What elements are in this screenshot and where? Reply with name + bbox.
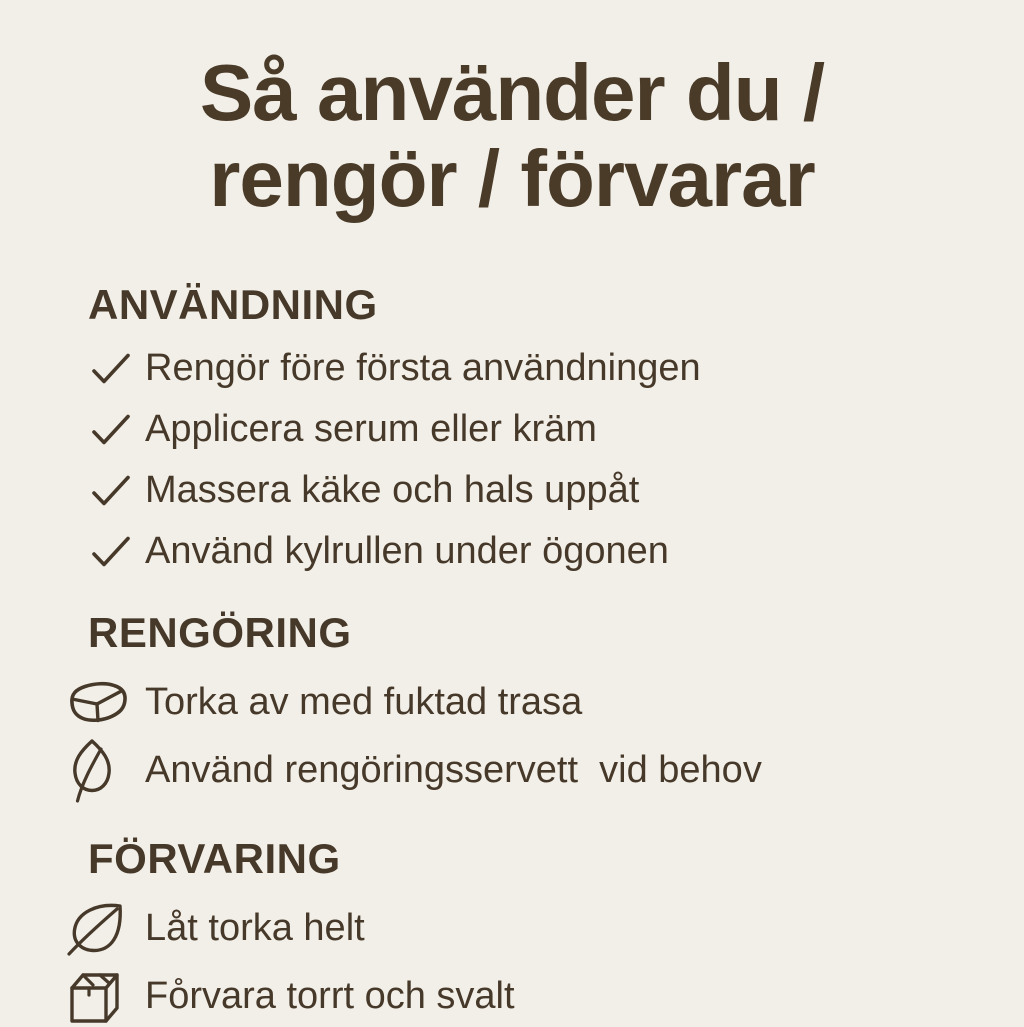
list-item-label: Fo̊rvara torrt och svalt <box>145 975 515 1018</box>
check-icon <box>65 413 145 447</box>
section-storage <box>88 835 994 1027</box>
page-title <box>88 50 936 221</box>
section-cleaning-heading: RENGÖRING <box>88 609 352 657</box>
carton-box-icon <box>65 968 145 1026</box>
leaf-slash-icon <box>65 900 145 958</box>
page-title-line-2: rengör / förvarar <box>209 133 815 223</box>
list-item-label: Använd rengöringsservett vid behov <box>145 749 762 792</box>
section-usage-heading: ANVÄNDNING <box>88 281 378 329</box>
list-item <box>65 467 994 514</box>
check-icon <box>65 474 145 508</box>
list-item-label: Låt torka helt <box>145 907 365 950</box>
list-item <box>65 406 994 453</box>
list-item <box>65 967 994 1027</box>
list-item-label: Använd kylrullen under ögonen <box>145 529 669 572</box>
list-item-label: Torka av med fuktad trasa <box>145 681 583 724</box>
list-item <box>65 741 994 801</box>
section-storage-heading: FÖRVARING <box>88 835 341 883</box>
section-cleaning <box>88 609 994 801</box>
list-item <box>65 673 994 733</box>
leaf-stem-icon <box>65 738 145 804</box>
rounded-cube-icon <box>65 679 145 727</box>
section-usage <box>88 281 994 575</box>
list-item-label: Massera käke och hals uppåt <box>145 468 640 511</box>
list-item-label: Rengör före första användningen <box>145 346 701 389</box>
check-icon <box>65 535 145 569</box>
list-item <box>65 899 994 959</box>
list-item <box>65 345 994 392</box>
list-item-label: Applicera serum eller kräm <box>145 407 597 450</box>
list-item <box>65 528 994 575</box>
check-icon <box>65 352 145 386</box>
page-title-line-1: Så använder du / <box>199 48 825 137</box>
